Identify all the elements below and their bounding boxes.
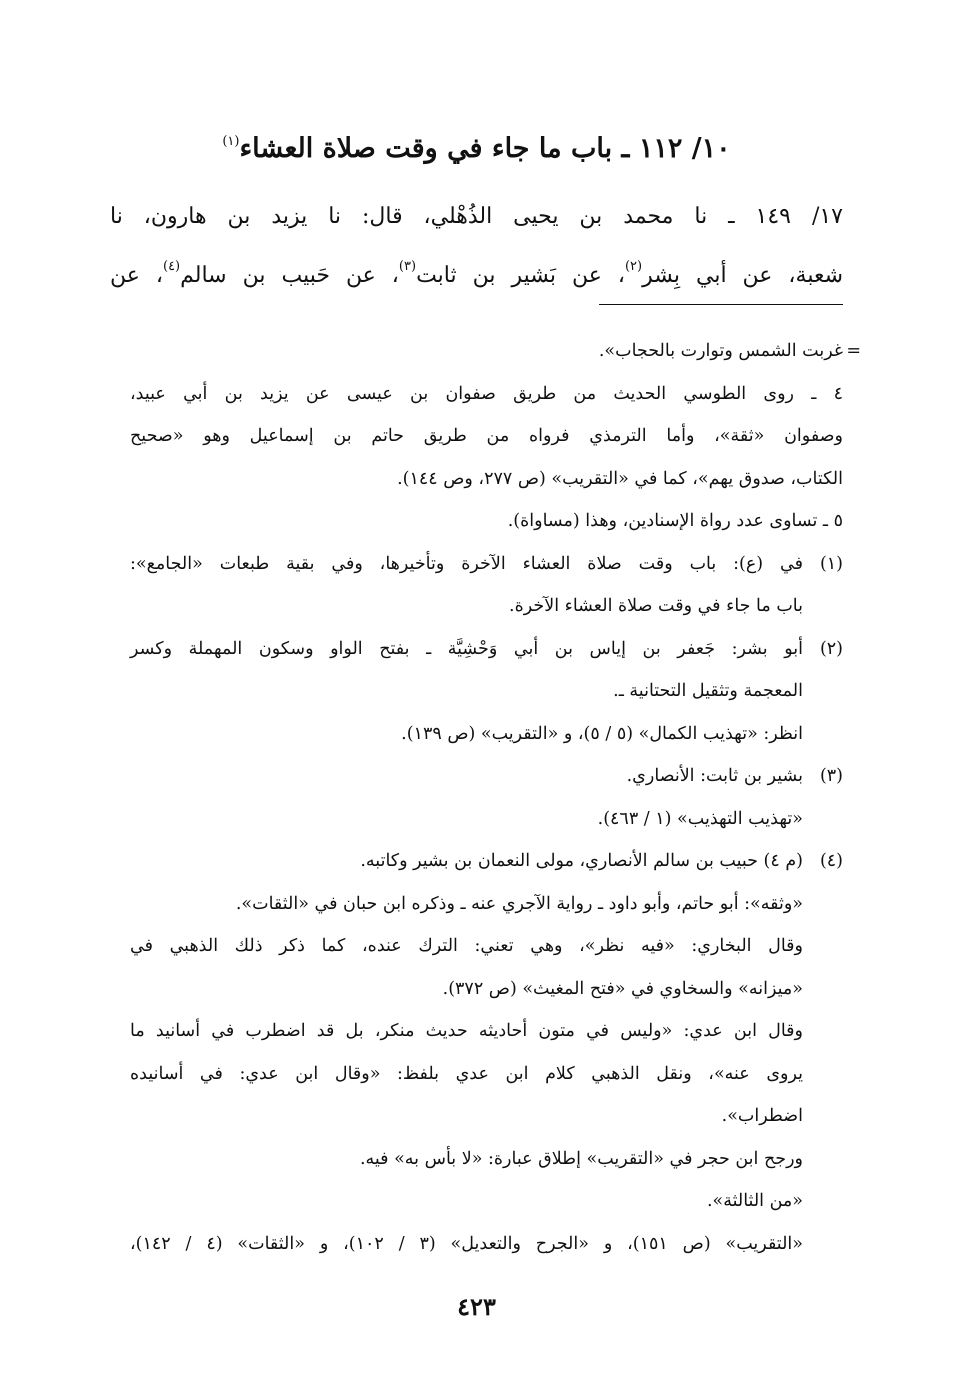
note-text: أبو بشر: جَعفر بن إياس بن أبي وَحْشِيَّة ـ بفتح الواو وسكون المهملة وكسر bbox=[130, 638, 803, 659]
note-line: وقال ابن عدي: «وليس في متون أحاديثه حديث منكر، بل قد اضطرب في أسانيد ما bbox=[130, 1021, 803, 1041]
note-line: ٤ ـ روى الطوسي الحديث من طريق صفوان بن عيسى عن يزيد بن أبي عبيد، bbox=[130, 383, 843, 404]
note-line: ورجح ابن حجر في «التقريب» إطلاق عبارة: «لا بأس به» فيه. bbox=[359, 1148, 803, 1169]
footnote-ref: (٢) bbox=[624, 259, 643, 274]
note-line: «تهذيب التهذيب» (١ / ٤٦٣). bbox=[597, 808, 803, 829]
note-line: وصفوان «ثقة»، وأما الترمذي فرواه من طريق حاتم بن إسماعيل وهو «صحيح bbox=[130, 426, 843, 446]
note-line: ٥ ـ تساوى عدد رواة الإسنادين، وهذا (مساواة). bbox=[507, 511, 843, 531]
note-line: «وثقه»: أبو حاتم، وأبو داود ـ رواية الآجري عنه ـ وذكره ابن حبان في «الثقات». bbox=[235, 893, 803, 914]
continued-note bbox=[130, 330, 861, 373]
hadith-text bbox=[110, 192, 843, 301]
note-line: يروى عنه»، ونقل الذهبي كلام ابن عدي بلفظ: «وقال ابن عدي: في أسانيده bbox=[130, 1063, 803, 1084]
hadith-segment: ، عن bbox=[110, 263, 163, 288]
note-line: المعجمة وتثقيل التحتانية ـ. bbox=[613, 681, 803, 701]
hadith-line bbox=[110, 242, 843, 301]
footnote-ref: (٤) bbox=[162, 259, 181, 274]
footnote-number: (٢) bbox=[819, 638, 843, 659]
note-text: (م ٤) حبيب بن سالم الأنصاري، مولى النعمان بن بشير وكاتبه. bbox=[360, 851, 803, 871]
page-number: ٤٢٣ bbox=[457, 1292, 496, 1321]
footnote-4 bbox=[130, 840, 843, 883]
note-line: الكتاب، صدوق يهم»، كما في «التقريب» (ص ٢٧٧، وص ١٤٤). bbox=[397, 468, 843, 489]
chapter-title-text: ١٠/ ١١٢ ـ باب ما جاء في وقت صلاة العشاء bbox=[239, 133, 731, 164]
footnote-number: (٤) bbox=[819, 851, 843, 871]
continuation-marker: = bbox=[846, 341, 861, 361]
footnote-1 bbox=[130, 543, 843, 586]
footnote-2 bbox=[130, 628, 843, 671]
footnote-number: (٣) bbox=[819, 766, 843, 786]
footnote-number: (١) bbox=[819, 553, 843, 574]
note-line: باب ما جاء في وقت صلاة العشاء الآخرة. bbox=[509, 596, 803, 616]
chapter-title bbox=[120, 118, 833, 173]
note-text: في (ع): باب وقت صلاة العشاء الآخرة وتأخيرها، وفي بقية طبعات «الجامع»: bbox=[130, 553, 803, 574]
note-line: «التقريب» (ص ١٥١)، و «الجرح والتعديل» (٣ / ١٠٢)، و «الثقات» (٤ / ١٤٢)، bbox=[130, 1233, 803, 1254]
hadith-segment: ، عن حَبيب بن سالم bbox=[180, 263, 399, 288]
note-text: غربت الشمس وتوارت بالحجاب». bbox=[598, 341, 843, 361]
footnote-separator bbox=[599, 304, 843, 305]
note-line: اضطراب». bbox=[721, 1106, 803, 1126]
note-line: انظر: «تهذيب الكمال» (٥ / ٥)، و «التقريب» (ص ١٣٩). bbox=[401, 723, 803, 744]
footnote-ref: (٣) bbox=[398, 259, 417, 274]
note-text: بشير بن ثابت: الأنصاري. bbox=[626, 766, 803, 786]
note-line: وقال البخاري: «فيه نظر»، وهي تعني: الترك عنده، كما ذكر ذلك الذهبي في bbox=[130, 936, 803, 956]
footnote-ref: (١) bbox=[222, 134, 240, 149]
footnote-3 bbox=[130, 755, 843, 798]
hadith-line: ١٧/ ١٤٩ ـ نا محمد بن يحيى الذُهْلي، قال: نا يزيد بن هارون، نا bbox=[110, 204, 843, 229]
hadith-segment: شعبة، عن أبي بِشر bbox=[642, 263, 844, 288]
note-line: «ميزانه» والسخاوي في «فتح المغيث» (ص ٣٧٢). bbox=[442, 978, 803, 999]
hadith-segment: ، عن بَشير بن ثابت bbox=[416, 263, 625, 288]
footnotes bbox=[130, 330, 861, 1265]
note-line: «من الثالثة». bbox=[706, 1191, 803, 1211]
